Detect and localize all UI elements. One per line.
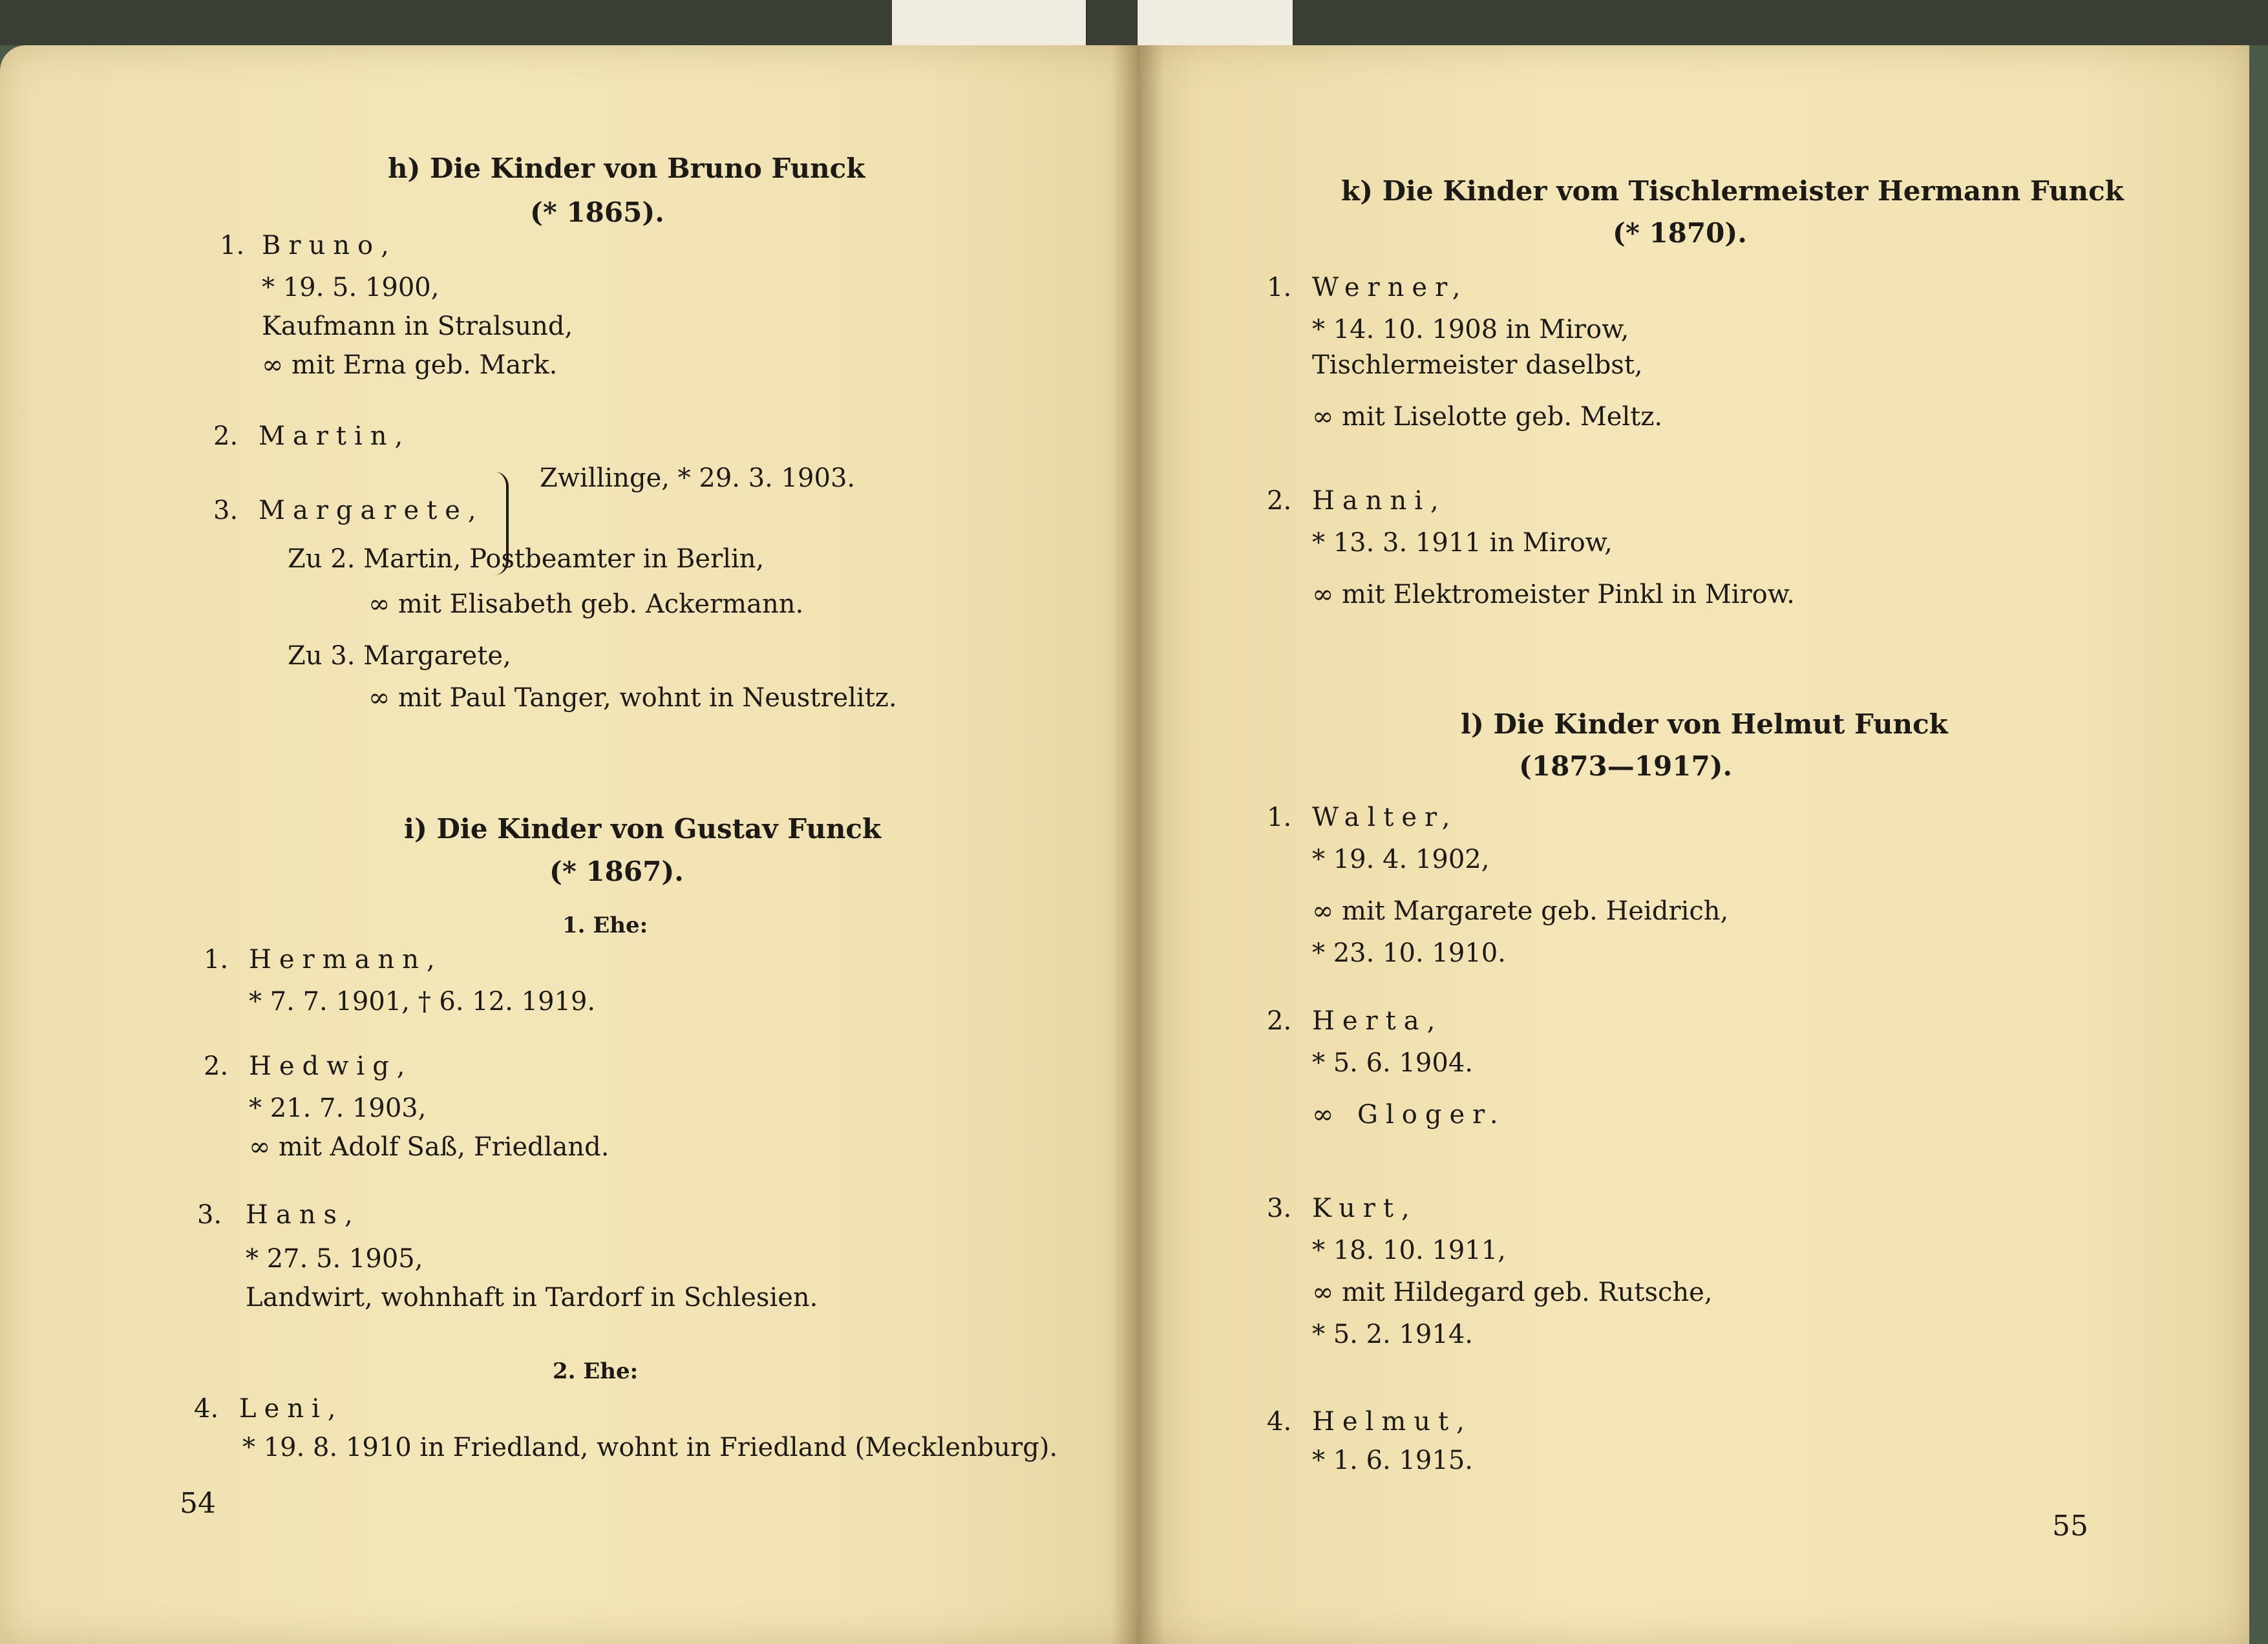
book-spread [0,45,2249,1644]
entry-number: 2. [1267,486,1292,516]
twins-note: Zwillinge, * 29. 3. 1903. [540,463,856,493]
section-heading: k) Die Kinder vom Tischlermeister Hermann Funck [1341,175,2124,207]
entry-line: * 23. 10. 1910. [1312,938,1506,968]
section-subheading: (* 1865). [530,196,664,228]
page-number: 55 [2052,1510,2088,1543]
entry-name: Margarete, [259,496,484,525]
left-page [0,45,1138,1644]
entry-number: 4. [1267,1407,1292,1437]
entry-name: Hans, [246,1200,361,1230]
entry-line: ∞ mit Erna geb. Mark. [262,350,558,380]
entry-number: 3. [213,496,238,525]
section-heading: h) Die Kinder von Bruno Funck [388,153,865,184]
entry-number: 2. [213,421,238,451]
entry-line: * 7. 7. 1901, † 6. 12. 1919. [249,987,596,1017]
entry-line: * 14. 10. 1908 in Mirow, [1312,315,1629,344]
section-heading: i) Die Kinder von Gustav Funck [404,813,882,845]
entry-number: 3. [197,1200,222,1230]
entry-line: ∞ mit Hildegard geb. Rutsche, [1312,1278,1713,1307]
entry-line: * 5. 6. 1904. [1312,1048,1473,1078]
entry-line: ∞ mit Margarete geb. Heidrich, [1312,896,1729,926]
entry-line: Landwirt, wohnhaft in Tardorf in Schlesien. [246,1283,818,1312]
entry-name: Herta, [1312,1006,1443,1036]
entry-line: * 19. 5. 1900, [262,273,440,302]
entry-name: Kurt, [1312,1194,1417,1223]
entry-line: ∞ Gloger. [1312,1100,1506,1130]
entry-name: Hermann, [249,945,443,975]
entry-line: * 27. 5. 1905, [246,1244,423,1274]
entry-name: Bruno, [262,231,397,260]
entry-line: ∞ mit Paul Tanger, wohnt in Neustrelitz. [368,683,897,713]
section-subheading: (1873—1917). [1519,750,1733,782]
marriage-heading: 2. Ehe: [553,1358,639,1384]
right-page [1138,45,2249,1644]
page-number: 54 [180,1487,216,1520]
entry-line: Zu 3. Margarete, [288,641,511,671]
entry-name: Hedwig, [249,1051,413,1081]
entry-name: Helmut, [1312,1407,1472,1437]
entry-line: Kaufmann in Stralsund, [262,311,573,341]
section-subheading: (* 1870). [1613,217,1747,249]
entry-line: * 1. 6. 1915. [1312,1446,1473,1475]
entry-number: 1. [204,945,229,975]
entry-number: 4. [194,1394,219,1424]
entry-name: Walter, [1312,803,1458,832]
entry-name: Hanni, [1312,486,1447,516]
entry-line: ∞ mit Adolf Saß, Friedland. [249,1132,609,1162]
entry-name: Werner, [1312,273,1468,302]
entry-line: Zu 2. Martin, Postbeamter in Berlin, [288,544,765,574]
entry-number: 1. [220,231,245,260]
entry-name: Martin, [259,421,411,451]
marriage-heading: 1. Ehe: [562,912,648,938]
entry-name: Leni, [239,1394,344,1424]
entry-line: Tischlermeister daselbst, [1312,350,1643,380]
entry-number: 1. [1267,273,1292,302]
book-gutter [1112,45,1163,1644]
entry-line: * 13. 3. 1911 in Mirow, [1312,528,1613,558]
entry-line: * 5. 2. 1914. [1312,1320,1473,1349]
section-heading: l) Die Kinder von Helmut Funck [1461,708,1948,740]
entry-line: ∞ mit Liselotte geb. Meltz. [1312,402,1663,432]
entry-number: 1. [1267,803,1292,832]
entry-line: * 21. 7. 1903, [249,1093,427,1123]
section-subheading: (* 1867). [549,856,684,887]
entry-number: 3. [1267,1194,1292,1223]
entry-line: * 18. 10. 1911, [1312,1236,1506,1265]
entry-number: 2. [204,1051,229,1081]
entry-line: * 19. 4. 1902, [1312,845,1490,874]
entry-number: 2. [1267,1006,1292,1036]
entry-line: ∞ mit Elisabeth geb. Ackermann. [368,589,804,619]
entry-line: * 19. 8. 1910 in Friedland, wohnt in Friedland (Mecklenburg). [242,1433,1058,1462]
entry-line: ∞ mit Elektromeister Pinkl in Mirow. [1312,580,1795,609]
